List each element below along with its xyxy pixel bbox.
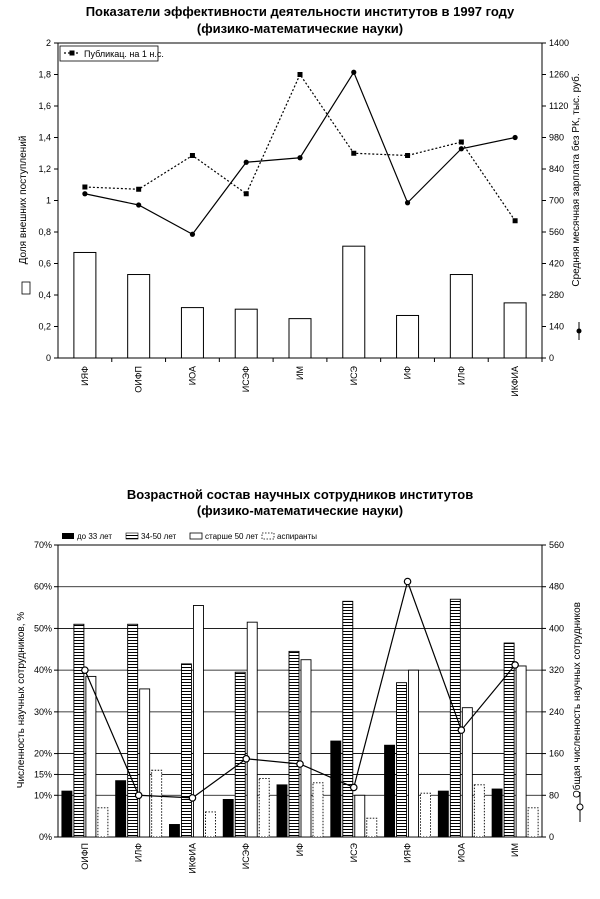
chart2-y2tick-label: 240 — [549, 706, 565, 717]
chart2-bar-2 — [193, 605, 203, 837]
chart2-bar-3 — [98, 808, 108, 837]
chart2-y2tick-label: 320 — [549, 665, 565, 676]
chart2-legend-swatch-2 — [190, 533, 202, 539]
chart2-legend-swatch-0 — [62, 533, 74, 539]
chart2-bar-3 — [205, 812, 215, 837]
chart2-subtitle: (физико-математические науки) — [196, 503, 404, 518]
chart2-total-point — [189, 795, 195, 801]
chart2-xtick-label: ИСЭФ — [241, 843, 252, 870]
chart2-ytick-label: 15% — [33, 769, 52, 780]
chart2-ytick-label: 10% — [33, 790, 52, 801]
chart1-y2tick-label: 0 — [549, 353, 555, 363]
chart1-xtick-label: ИОА — [187, 366, 198, 386]
chart2-bar-2 — [247, 622, 257, 837]
chart2-bar-0 — [223, 799, 233, 837]
chart2-ytick-label: 40% — [33, 665, 52, 676]
chart1-y2tick-label: 1260 — [549, 69, 570, 80]
chart2-bar-3 — [528, 808, 538, 837]
chart1-y2tick-label: 420 — [549, 258, 565, 269]
chart2-ytick-label: 30% — [33, 706, 52, 717]
chart2-bar-2 — [140, 689, 150, 837]
chart2-bar-1 — [74, 624, 84, 837]
chart2-bar-1 — [128, 624, 138, 837]
chart2-bar-3 — [474, 785, 484, 837]
chart2-ytick-label: 60% — [33, 581, 52, 592]
chart2-total-point — [243, 756, 249, 762]
chart1-xtick-label: ОИФП — [133, 366, 144, 393]
chart2-y2tick-label: 160 — [549, 748, 565, 759]
chart2-legend-label-0: до 33 лет — [77, 532, 112, 541]
chart2-xtick-label: ОИФП — [79, 843, 90, 870]
chart2-total-point — [458, 727, 464, 733]
chart2-bar-0 — [169, 824, 179, 837]
chart1-y2tick-label: 560 — [549, 227, 565, 237]
chart2-y2tick-label: 400 — [549, 623, 565, 634]
chart2-ytick-label: 70% — [33, 540, 52, 550]
chart2-legend-label-1: 34-50 лет — [141, 532, 177, 541]
chart2-xtick-label: ИЯФ — [402, 843, 413, 863]
chart1-ytick-label: 2 — [45, 38, 51, 48]
chart2-y2tick-label: 560 — [549, 540, 565, 550]
chart1-ytick-label: 0,8 — [38, 227, 51, 237]
chart2-bar-1 — [397, 683, 407, 837]
chart2-xtick-label: ИОА — [456, 843, 467, 863]
chart2-bar-2 — [516, 666, 526, 837]
chart2-bar-2 — [301, 660, 311, 837]
chart2-right-legend-marker — [577, 804, 583, 810]
chart2-bar-1 — [343, 601, 353, 837]
chart1-ytick-label: 1,8 — [38, 69, 51, 80]
chart2-y2tick-label: 0 — [549, 832, 555, 842]
chart1-xtick-label: ИЯФ — [79, 366, 90, 386]
chart2-bar-0 — [116, 781, 126, 837]
chart2-bar-0 — [277, 785, 287, 837]
chart2-bar-3 — [421, 793, 431, 837]
chart2-bar-2 — [86, 676, 96, 837]
chart2-bar-0 — [492, 789, 502, 837]
chart2-bar-2 — [355, 795, 365, 837]
chart1-ytick-label: 1,6 — [38, 101, 51, 111]
chart2-xtick-label: ИСЭ — [348, 843, 359, 863]
chart2-bar-1 — [289, 651, 299, 837]
chart2-ytick-label: 0% — [38, 832, 52, 842]
chart1-ytick-label: 0,6 — [38, 258, 51, 269]
chart1-xtick-label: ИКФИА — [510, 366, 521, 397]
chart2-xtick-label: ИМ — [510, 843, 521, 857]
chart2-bar-3 — [259, 779, 269, 837]
chart2-total-point — [297, 761, 303, 767]
chart2-total-point — [135, 792, 141, 798]
chart2-title: Возрастной состав научных сотрудников институтов — [126, 487, 474, 502]
chart1-xtick-label: ИФ — [402, 366, 413, 380]
chart2-y2tick-label: 80 — [549, 790, 560, 801]
chart1-ytick-label: 0,4 — [38, 290, 51, 300]
chart1-y2tick-label: 980 — [549, 132, 565, 143]
chart1-ytick-label: 0 — [45, 353, 51, 363]
chart2-bar-1 — [235, 672, 245, 837]
chart1-title: Показатели эффективности деятельности институтов в 1997 году — [85, 4, 515, 19]
chart2-y2tick-label: 480 — [549, 581, 565, 592]
chart1-ytick-label: 0,2 — [38, 321, 51, 332]
chart2-total-point — [351, 784, 357, 790]
chart1-ylabel-right: Средняя месячная зарплата без РК, тыс. руб. — [571, 73, 582, 287]
chart2-legend-swatch-3 — [262, 533, 274, 539]
chart2-bar-0 — [62, 791, 72, 837]
chart2-bar-2 — [409, 670, 419, 837]
chart2-ytick-label: 20% — [33, 748, 52, 759]
chart2-ylabel-right: Общая численность научных сотрудников — [572, 602, 583, 798]
chart1-y2tick-label: 700 — [549, 195, 565, 206]
chart1-xtick-label: ИСЭ — [348, 366, 359, 386]
chart1-ytick-label: 1 — [45, 195, 51, 206]
chart1-xtick-label: ИСЭФ — [241, 366, 252, 393]
chart1-y2tick-label: 1120 — [549, 101, 569, 111]
chart2-ytick-label: 50% — [33, 623, 52, 634]
chart2-bar-3 — [367, 818, 377, 837]
chart2-total-point — [512, 662, 518, 668]
chart2-bar-0 — [331, 741, 341, 837]
chart1-legend-label: Публикац. на 1 н.с. — [84, 49, 164, 59]
chart1-y2tick-label: 1400 — [549, 38, 570, 48]
chart1-xtick-label: ИМ — [295, 366, 305, 380]
chart1-xtick-label: ИЛФ — [456, 366, 467, 386]
chart2-bar-0 — [438, 791, 448, 837]
chart1-subtitle: (физико-математические науки) — [196, 21, 404, 36]
chart2-legend-swatch-1 — [126, 533, 138, 539]
chart2-bar-0 — [385, 745, 395, 837]
chart1-ylabel-left: Доля внешних поступлений — [18, 135, 29, 265]
chart2-total-point — [404, 578, 410, 584]
chart1-y2tick-label: 280 — [549, 290, 565, 300]
chart2-bar-1 — [181, 664, 191, 837]
chart2-bar-3 — [313, 783, 323, 837]
chart2-ylabel-left: Численность научных сотрудников, % — [16, 611, 27, 789]
chart2-legend-label-2: старше 50 лет — [205, 532, 259, 541]
chart1-y2tick-label: 840 — [549, 164, 565, 174]
chart2-xtick-label: ИКФИА — [187, 843, 198, 874]
chart2-legend-label-3: аспиранты — [277, 532, 317, 541]
chart1-ytick-label: 1,4 — [38, 132, 51, 143]
chart2-bar-3 — [152, 770, 162, 837]
chart1-ytick-label: 1,2 — [38, 164, 51, 174]
chart1-y2tick-label: 140 — [549, 321, 565, 332]
chart2-bar-1 — [450, 599, 460, 837]
chart2-xtick-label: ИЛФ — [133, 843, 144, 863]
chart2-total-point — [82, 667, 88, 673]
chart2-xtick-label: ИФ — [295, 843, 305, 857]
